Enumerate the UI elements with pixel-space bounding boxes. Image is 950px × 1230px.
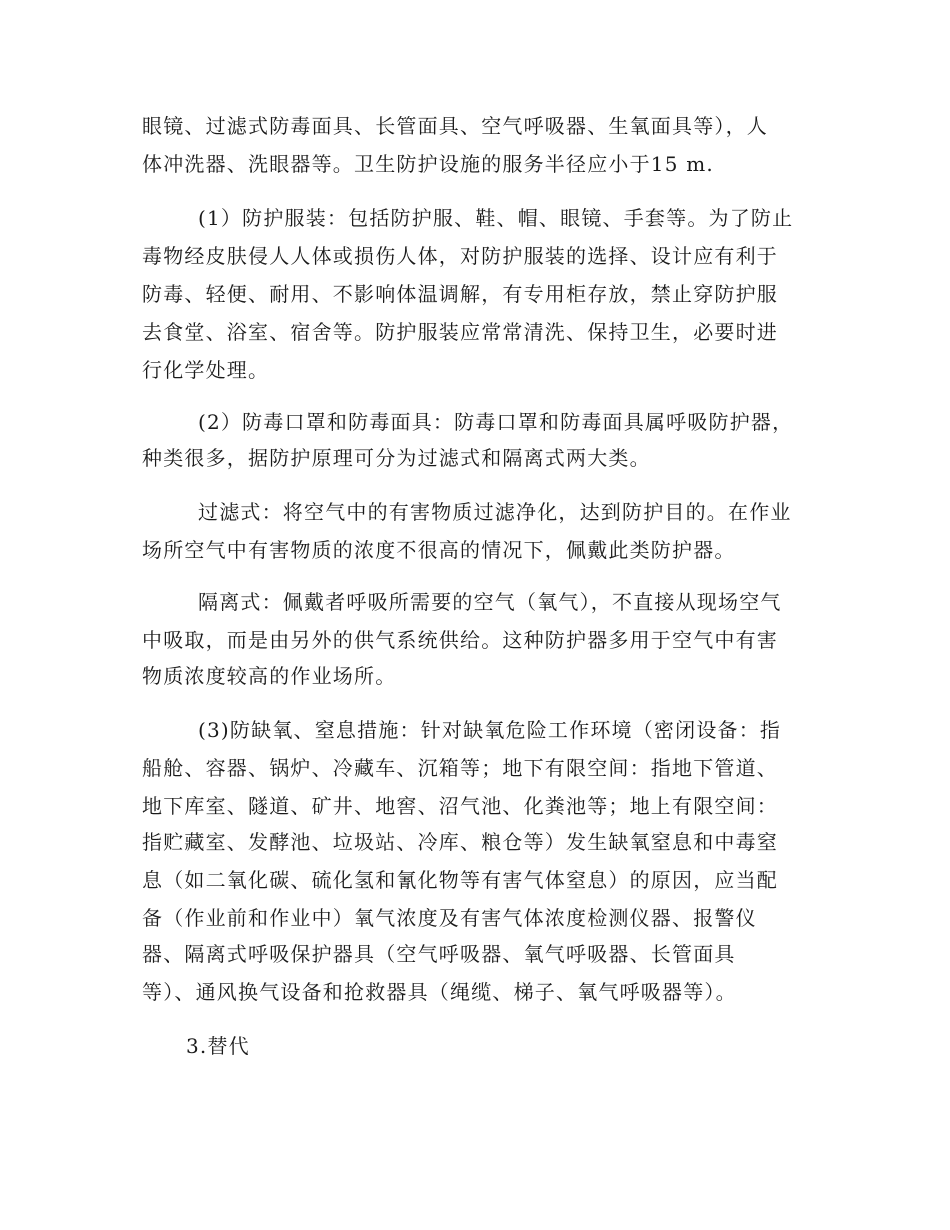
text-line: 等）、通风换气设备和抢救器具（绳缆、梯子、氧气呼吸器等）。 bbox=[142, 980, 737, 1004]
text-line: 隔离式：佩戴者呼吸所需要的空气（氧气），不直接从现场空气 bbox=[198, 590, 782, 614]
text-line: 毒物经皮肤侵人人体或损伤人体，对防护服装的选择、设计应有利于 bbox=[142, 244, 778, 268]
text-line: (2）防毒口罩和防毒面具：防毒口罩和防毒面具属呼吸防护器， bbox=[198, 410, 794, 434]
text-line: 行化学处理。 bbox=[142, 358, 270, 382]
text-line: 息（如二氧化碳、硫化氢和氰化物等有害气体窒息）的原因，应当配 bbox=[142, 868, 778, 892]
text-line: 指贮藏室、发酵池、垃圾站、冷库、粮仓等）发生缺氧窒息和中毒窒 bbox=[142, 830, 778, 854]
text-line: 船舱、容器、锅炉、冷藏车、沉箱等；地下有限空间：指地下管道、 bbox=[142, 756, 778, 780]
text-line: 眼镜、过滤式防毒面具、长管面具、空气呼吸器、生氧面具等），人 bbox=[142, 114, 768, 138]
text-line: 体冲洗器、洗眼器等。卫生防护设施的服务半径应小于15 m. bbox=[142, 152, 714, 176]
text-line: 场所空气中有害物质的浓度不很高的情况下，佩戴此类防护器。 bbox=[142, 538, 736, 562]
text-line: (1）防护服装：包括防护服、鞋、帽、眼镜、手套等。为了防止 bbox=[198, 206, 794, 230]
text-line: 去食堂、浴室、宿舍等。防护服装应常常清洗、保持卫生，必要时进 bbox=[142, 320, 778, 344]
text-line: 地下库室、隧道、矿井、地窖、沼气池、化粪池等；地上有限空间： bbox=[142, 794, 778, 818]
text-line: 过滤式：将空气中的有害物质过滤净化，达到防护目的。在作业 bbox=[198, 500, 792, 524]
text-line: 备（作业前和作业中）氧气浓度及有害气体浓度检测仪器、报警仪 bbox=[142, 906, 757, 930]
text-line: 种类很多，据防护原理可分为过滤式和隔离式两大类。 bbox=[142, 446, 651, 470]
text-line: 防毒、轻便、耐用、不影响体温调解，有专用柜存放，禁止穿防护服 bbox=[142, 282, 778, 306]
text-line: 器、隔离式呼吸保护器具（空气呼吸器、氧气呼吸器、长管面具 bbox=[142, 942, 736, 966]
text-line: (3)防缺氧、窒息措施：针对缺氧危险工作环境（密闭设备：指 bbox=[198, 718, 782, 742]
text-line: 物质浓度较高的作业场所。 bbox=[142, 664, 397, 688]
section-heading: 3.替代 bbox=[186, 1034, 250, 1058]
text-line: 中吸取，而是由另外的供气系统供给。这种防护器多用于空气中有害 bbox=[142, 628, 778, 652]
